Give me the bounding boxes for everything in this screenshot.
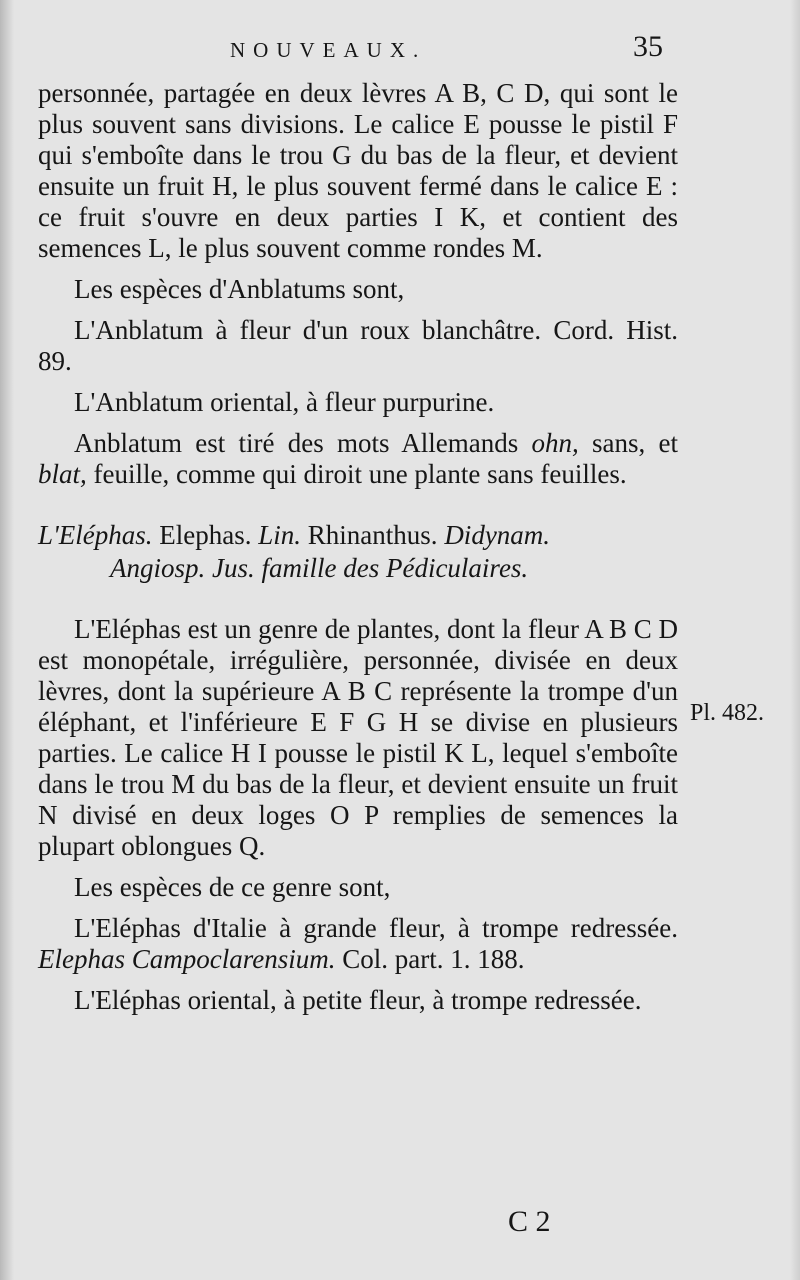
body-text [38,78,678,1016]
page-edge-shadow [790,0,800,1280]
text-run: Col. part. 1. 188. [335,944,525,974]
entry-heading-line-2: Angiosp. Jus. famille des Pédiculaires. [110,553,529,583]
text-run: sans, et [578,428,678,458]
text-run: feuille, comme qui diroit une plante sans feuilles. [86,459,627,489]
italic-word: Elephas Campoclarensium. [38,944,336,974]
page-header [0,30,800,70]
page-number: 35 [633,30,663,63]
running-head: NOUVEAUX. [230,38,427,62]
italic-word: blat, [38,459,87,489]
signature-mark: C 2 [508,1205,551,1238]
italic-word: ohn, [531,428,579,458]
italic-word: Didynam. [444,520,551,550]
italic-word: Lin. [258,520,302,550]
paragraph-species-1: L'Anblatum à fleur d'un roux blanchâtre. Cord. Hist. 89. [38,315,678,376]
paragraph-etymology [38,428,678,490]
text-run: Rhinanthus. [301,520,445,550]
paragraph-species-1 [38,913,678,975]
paragraph-species-2: L'Anblatum oriental, à fleur purpurine. [74,387,495,417]
paragraph-description: L'Eléphas est un genre de plantes, dont la fleur A B C D est monopétale, irrégulière, personnée, divisée en deux lèvres, dont la supérieure A B C représente la trompe d'un éléphant, et l'inférieure E F G H se divise en plusieurs parties. Le calice H I pousse le pistil K L, lequel s'emboîte dans le trou M du bas de la fleur, et devient ensuite un fruit N divisé en deux loges O P remplies de semences la plupart oblongues Q. [38,614,678,861]
paragraph-species-2: L'Eléphas oriental, à petite fleur, à trompe redressée. [74,985,642,1015]
page-edge-shadow [0,0,14,1280]
text-run: L'Eléphas d'Italie à grande fleur, à trompe redressée. [74,913,678,943]
entry-title: L'Eléphas. [38,520,153,550]
paragraph-continuation: personnée, partagée en deux lèvres A B, C D, qui sont le plus souvent sans divisions. Le calice E pousse le pistil F qui s'emboîte dans le trou G du bas de la fleur, et devient ensuite un fruit H, le plus souvent fermé dans le calice E : ce fruit s'ouvre en deux parties I K, et contient des semences L, le plus souvent comme rondes M. [38,78,678,263]
entry-heading [38,520,678,551]
paragraph-species-intro: Les espèces d'Anblatums sont, [74,274,405,304]
text-run: Elephas. [152,520,259,550]
text-run: Anblatum est tiré des mots Allemands [74,428,532,458]
paragraph-species-intro: Les espèces de ce genre sont, [74,872,391,902]
margin-plate-reference: Pl. 482. [690,700,765,726]
